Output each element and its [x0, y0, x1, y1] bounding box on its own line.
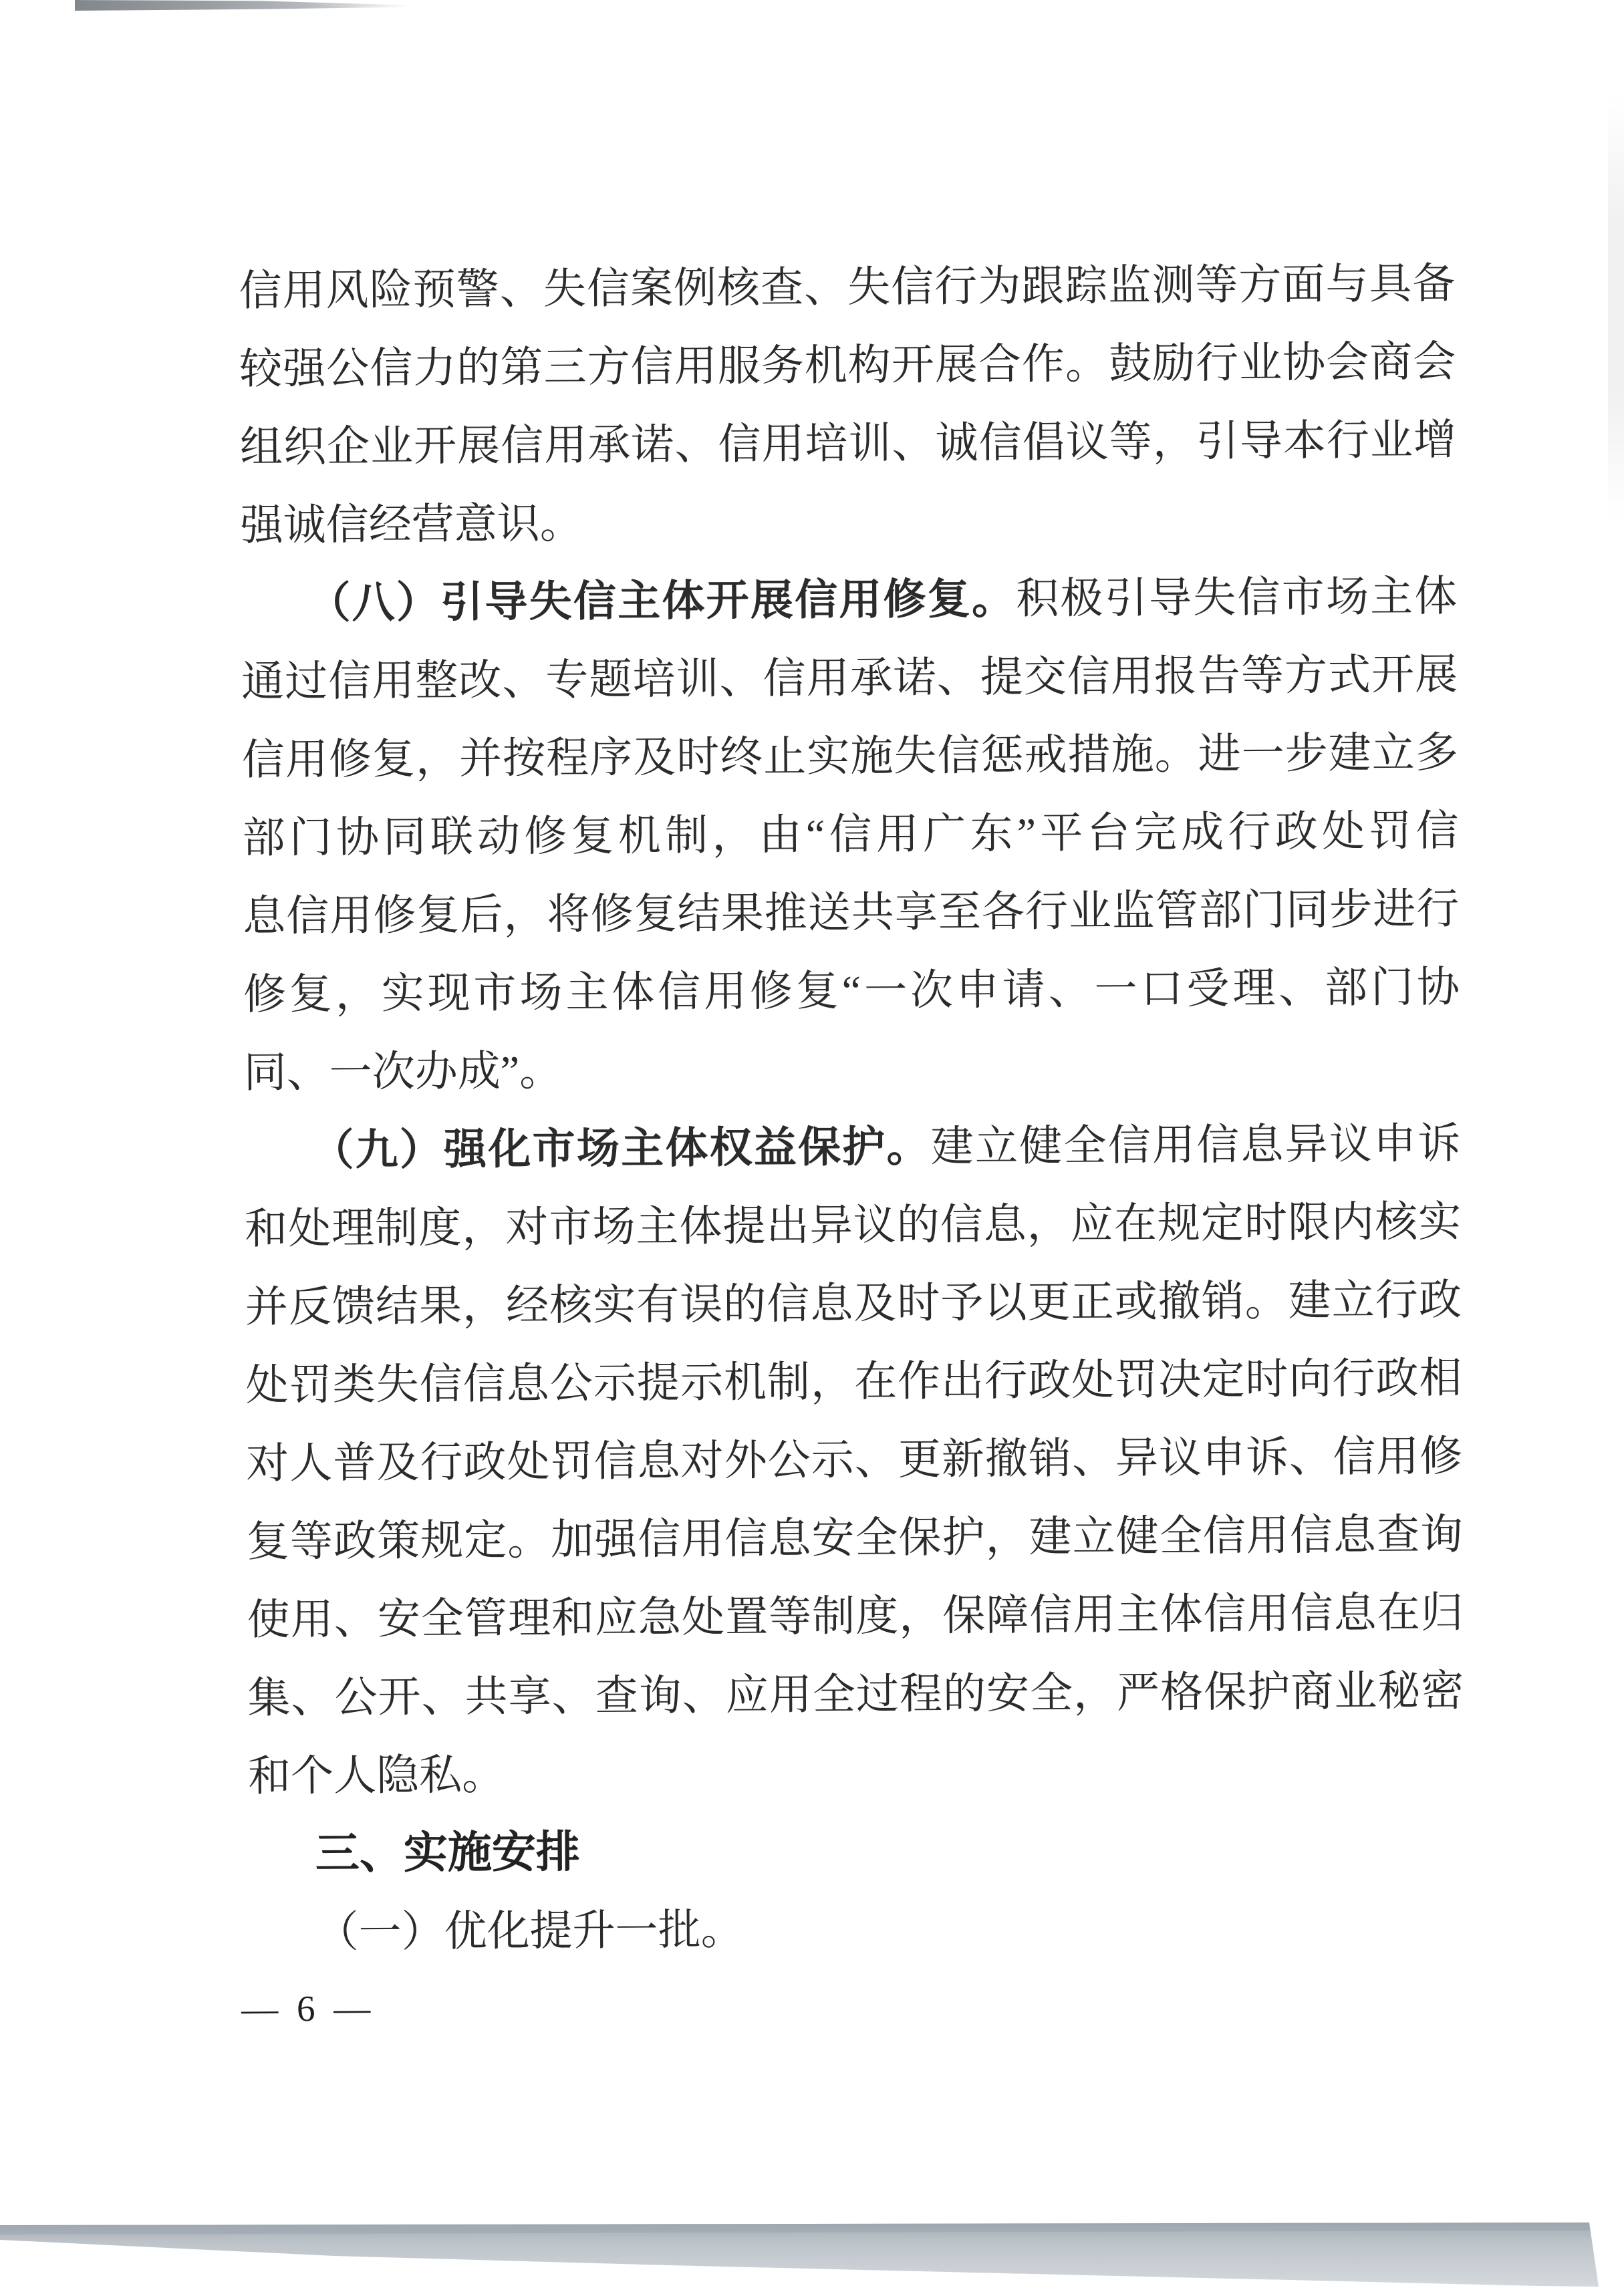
text-line — [242, 792, 1459, 877]
text-line — [245, 1183, 1462, 1268]
text-line — [245, 1261, 1462, 1346]
text-line — [243, 1026, 1460, 1112]
body-text: 并反馈结果，经核实有误的信息及时予以更正或撤销。建立行政 — [245, 1276, 1462, 1331]
text-line — [244, 1105, 1461, 1190]
body-text: 信用风险预警、失信案例核查、失信行为跟踪监测等方面与具备 — [239, 259, 1456, 315]
page-number: — 6 — — [241, 1987, 376, 2029]
body-text: 部门协同联动修复机制，由“信用广东”平台完成行政处罚信 — [242, 807, 1459, 862]
body-text: 通过信用整改、专题培训、信用承诺、提交信用报告等方式开展 — [241, 650, 1458, 706]
body-text: 积极引导失信市场主体 — [1016, 572, 1458, 623]
text-line — [246, 1417, 1463, 1503]
text-line — [240, 479, 1457, 565]
body-text: （一）优化提升一批。 — [315, 1906, 744, 1957]
text-line — [247, 1652, 1464, 1737]
body-text: 信用修复，并按程序及时终止实施失信惩戒措施。进一步建立多 — [241, 728, 1459, 784]
body-text: 和个人隐私。 — [247, 1751, 505, 1800]
clause-title-text: 三、实施安排 — [315, 1828, 581, 1879]
document-lines — [239, 245, 1466, 1972]
text-line — [242, 714, 1459, 799]
body-text: 同、一次办成”。 — [243, 1046, 563, 1097]
clause-title-text: （八）引导失信主体开展信用修复。 — [307, 575, 1017, 627]
body-text: 强诚信经营意识。 — [240, 499, 583, 549]
text-line — [247, 1574, 1464, 1659]
scan-shadow-bottom — [0, 2220, 1624, 2296]
text-line — [248, 1730, 1465, 1816]
text-line — [241, 635, 1458, 721]
body-text: 和处理制度，对市场主体提出异议的信息，应在规定时限内核实 — [244, 1197, 1462, 1253]
body-text: 较强公信力的第三方信用服务机构开展合作。鼓励行业协会商会 — [239, 337, 1456, 393]
body-text: 修复，实现市场主体信用修复“一次申请、一口受理、部门协 — [243, 963, 1460, 1018]
text-line — [239, 245, 1456, 330]
section-heading-line — [249, 1808, 1466, 1894]
body-text: 使用、安全管理和应急处置等制度，保障信用主体信用信息在归 — [247, 1588, 1464, 1644]
text-line — [247, 1495, 1464, 1581]
text-line — [243, 870, 1460, 956]
scan-edge-right-strip — [1608, 94, 1624, 521]
text-line — [239, 323, 1456, 408]
text-line — [245, 1339, 1462, 1425]
body-text: 息信用修复后，将修复结果推送共享至各行业监管部门同步进行 — [243, 885, 1460, 940]
body-text: 建立健全信用信息异议申诉 — [930, 1119, 1461, 1171]
body-text: 组织企业开展信用承诺、信用培训、诚信倡议等，引导本行业增 — [239, 416, 1457, 471]
text-line — [241, 557, 1458, 643]
clause-title-text: （九）强化市场主体权益保护。 — [311, 1123, 931, 1175]
text-line — [249, 1886, 1466, 1972]
body-text: 复等政策规定。加强信用信息安全保护，建立健全信用信息查询 — [246, 1510, 1464, 1566]
text-line — [240, 401, 1457, 486]
body-text: 集、公开、共享、查询、应用全过程的安全，严格保护商业秘密 — [247, 1667, 1464, 1722]
body-text: 处罚类失信信息公示提示机制，在作出行政处罚决定时向行政相 — [245, 1354, 1462, 1409]
body-text: 对人普及行政处罚信息对外公示、更新撤销、异议申诉、信用修 — [246, 1432, 1463, 1487]
text-line — [243, 948, 1460, 1034]
